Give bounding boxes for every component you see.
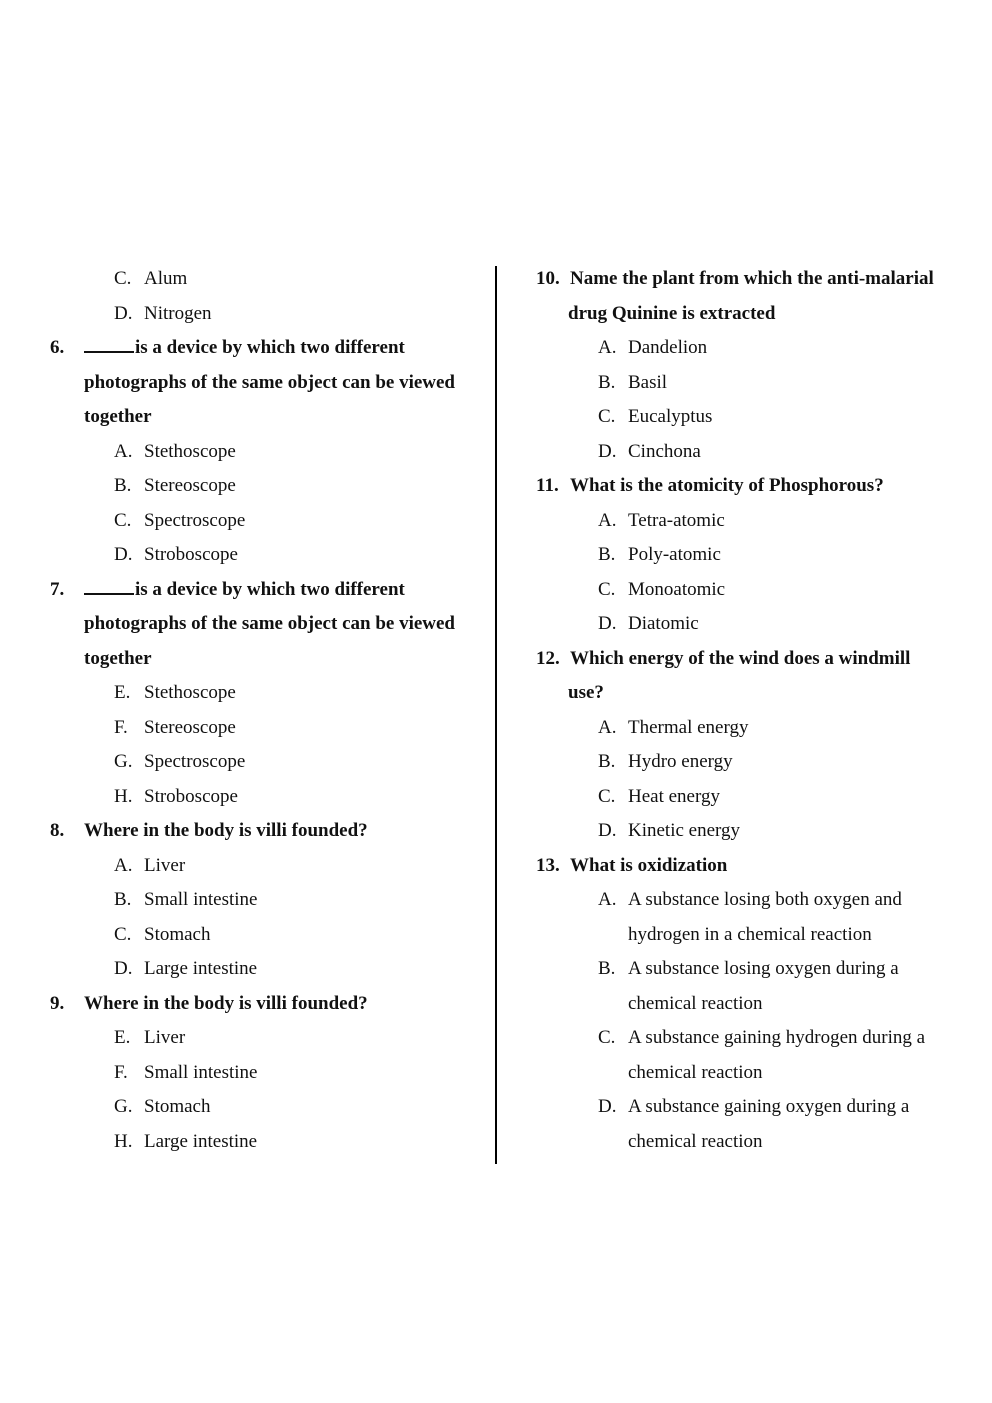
option-letter: F. xyxy=(114,1061,128,1083)
question-number: 11. xyxy=(536,475,559,496)
option xyxy=(50,504,480,539)
option-letter: F. xyxy=(114,716,128,738)
question-text: Where in the body is villi founded? xyxy=(84,820,368,841)
option xyxy=(536,538,966,573)
fill-blank xyxy=(84,337,134,353)
option-text: Thermal energy xyxy=(628,716,749,738)
question-number: 7. xyxy=(50,578,65,600)
option xyxy=(536,780,966,815)
option xyxy=(50,1056,480,1091)
option-letter: D. xyxy=(598,1096,617,1117)
option xyxy=(50,780,480,815)
option-text: Hydro energy xyxy=(628,751,733,772)
question-10 xyxy=(536,262,966,297)
question-number: 8. xyxy=(50,820,65,841)
option-continuation xyxy=(536,987,966,1022)
option xyxy=(536,435,966,470)
option-text: Kinetic energy xyxy=(628,820,741,841)
option xyxy=(50,711,480,746)
question-6 xyxy=(50,331,480,366)
option xyxy=(50,1021,480,1056)
option xyxy=(50,849,480,884)
question-8 xyxy=(50,814,480,849)
option-letter: B. xyxy=(114,475,132,496)
option-text: Eucalyptus xyxy=(628,406,713,427)
option-letter: C. xyxy=(114,509,132,531)
option-d-nitrogen xyxy=(50,297,480,332)
right-column xyxy=(536,262,966,1159)
option xyxy=(50,676,480,711)
option-letter: A. xyxy=(114,440,133,462)
option-text: Dandelion xyxy=(628,337,708,358)
option-text: Stereoscope xyxy=(144,475,236,496)
option-letter: A. xyxy=(598,716,617,738)
question-12-line-2 xyxy=(536,676,966,711)
question-13 xyxy=(536,849,966,884)
option-letter: D. xyxy=(114,958,133,979)
option-text: Poly-atomic xyxy=(628,544,721,565)
question-text: use? xyxy=(568,682,604,703)
question-text: Name the plant from which the anti-malarial xyxy=(570,268,934,289)
option xyxy=(536,1021,966,1056)
option xyxy=(536,711,966,746)
option-text: Nitrogen xyxy=(144,302,212,324)
option-letter: C. xyxy=(598,785,616,807)
fill-blank xyxy=(84,579,134,595)
option xyxy=(536,1090,966,1125)
option-text: Liver xyxy=(144,1027,186,1048)
option-letter: C. xyxy=(114,268,132,289)
option xyxy=(50,469,480,504)
option-text: chemical reaction xyxy=(628,1130,763,1152)
option-text: A substance losing both oxygen and xyxy=(628,889,902,910)
option-text: hydrogen in a chemical reaction xyxy=(628,923,872,945)
option-text: Stereoscope xyxy=(144,716,236,738)
question-number: 13. xyxy=(536,854,560,876)
question-number: 6. xyxy=(50,337,65,358)
option xyxy=(536,573,966,608)
option xyxy=(50,883,480,918)
option-letter: G. xyxy=(114,751,133,772)
left-column xyxy=(50,262,480,1159)
option xyxy=(536,504,966,539)
option xyxy=(536,331,966,366)
option xyxy=(536,814,966,849)
option-text: Stroboscope xyxy=(144,544,238,565)
question-text: together xyxy=(84,406,152,427)
option-text: Stethoscope xyxy=(144,682,236,703)
option-letter: A. xyxy=(598,889,617,910)
option-text: Monoatomic xyxy=(628,578,726,600)
question-text: is a device by which two different xyxy=(135,578,405,600)
option-text: Liver xyxy=(144,854,186,876)
option xyxy=(50,435,480,470)
option xyxy=(50,918,480,953)
option xyxy=(50,1125,480,1160)
option xyxy=(50,952,480,987)
question-text: Where in the body is villi founded? xyxy=(84,992,368,1014)
option xyxy=(536,400,966,435)
option-letter: C. xyxy=(598,406,616,427)
option-text: A substance gaining oxygen during a xyxy=(628,1096,910,1117)
option-letter: B. xyxy=(598,371,616,393)
option-text: Stroboscope xyxy=(144,785,238,807)
option-letter: E. xyxy=(114,1027,131,1048)
option-letter: A. xyxy=(114,854,133,876)
question-6-line-2 xyxy=(50,366,480,401)
option-text: A substance losing oxygen during a xyxy=(628,958,899,979)
question-text: photographs of the same object can be viewed xyxy=(84,371,456,393)
option-letter: C. xyxy=(598,578,616,600)
question-text: What is oxidization xyxy=(570,854,728,876)
option xyxy=(50,745,480,780)
question-number: 10. xyxy=(536,268,560,289)
question-9 xyxy=(50,987,480,1022)
option-letter: B. xyxy=(598,751,616,772)
question-text: Which energy of the wind does a windmill xyxy=(570,647,911,669)
question-number: 9. xyxy=(50,992,65,1014)
option-letter: D. xyxy=(114,544,133,565)
option xyxy=(536,883,966,918)
option-text: Small intestine xyxy=(144,889,258,910)
option-letter: C. xyxy=(598,1027,616,1048)
question-text: What is the atomicity of Phosphorous? xyxy=(570,475,884,496)
option-text: Stomach xyxy=(144,923,211,945)
option-text: Large intestine xyxy=(144,958,258,979)
option-text: A substance gaining hydrogen during a xyxy=(628,1027,926,1048)
option xyxy=(536,745,966,780)
option-letter: A. xyxy=(598,509,617,531)
option-letter: B. xyxy=(598,958,616,979)
option xyxy=(50,538,480,573)
option-letter: A. xyxy=(598,337,617,358)
option-letter: G. xyxy=(114,1096,133,1117)
option-text: Alum xyxy=(144,268,188,289)
option xyxy=(536,366,966,401)
option-letter: D. xyxy=(114,302,133,324)
question-number: 12. xyxy=(536,647,560,669)
option-text: chemical reaction xyxy=(628,1061,763,1083)
option-c-alum xyxy=(50,262,480,297)
option-text: Large intestine xyxy=(144,1130,258,1152)
option xyxy=(536,952,966,987)
option-text: Spectroscope xyxy=(144,751,246,772)
option-letter: H. xyxy=(114,785,133,807)
option-letter: C. xyxy=(114,923,132,945)
option-letter: D. xyxy=(598,613,617,634)
option-text: Heat energy xyxy=(628,785,720,807)
option-continuation xyxy=(536,1125,966,1160)
option-letter: H. xyxy=(114,1130,133,1152)
option xyxy=(536,607,966,642)
question-11 xyxy=(536,469,966,504)
option-text: Stomach xyxy=(144,1096,211,1117)
option-text: Tetra-atomic xyxy=(628,509,725,531)
option-letter: E. xyxy=(114,682,131,703)
question-7 xyxy=(50,573,480,608)
option-text: Cinchona xyxy=(628,440,701,462)
option-text: Diatomic xyxy=(628,613,699,634)
question-text: drug Quinine is extracted xyxy=(568,302,776,324)
option-text: Spectroscope xyxy=(144,509,246,531)
question-12 xyxy=(536,642,966,677)
option-letter: B. xyxy=(598,544,616,565)
option-letter: B. xyxy=(114,889,132,910)
question-text: together xyxy=(84,647,152,669)
option-letter: D. xyxy=(598,440,617,462)
option-continuation xyxy=(536,1056,966,1091)
question-text: is a device by which two different xyxy=(135,337,405,358)
option-text: chemical reaction xyxy=(628,992,763,1014)
question-6-line-3 xyxy=(50,400,480,435)
question-7-line-3 xyxy=(50,642,480,677)
column-divider xyxy=(495,266,497,1164)
option-text: Stethoscope xyxy=(144,440,236,462)
option xyxy=(50,1090,480,1125)
option-letter: D. xyxy=(598,820,617,841)
question-text: photographs of the same object can be viewed xyxy=(84,613,456,634)
option-text: Small intestine xyxy=(144,1061,258,1083)
option-continuation xyxy=(536,918,966,953)
question-10-line-2 xyxy=(536,297,966,332)
question-7-line-2 xyxy=(50,607,480,642)
option-text: Basil xyxy=(628,371,668,393)
